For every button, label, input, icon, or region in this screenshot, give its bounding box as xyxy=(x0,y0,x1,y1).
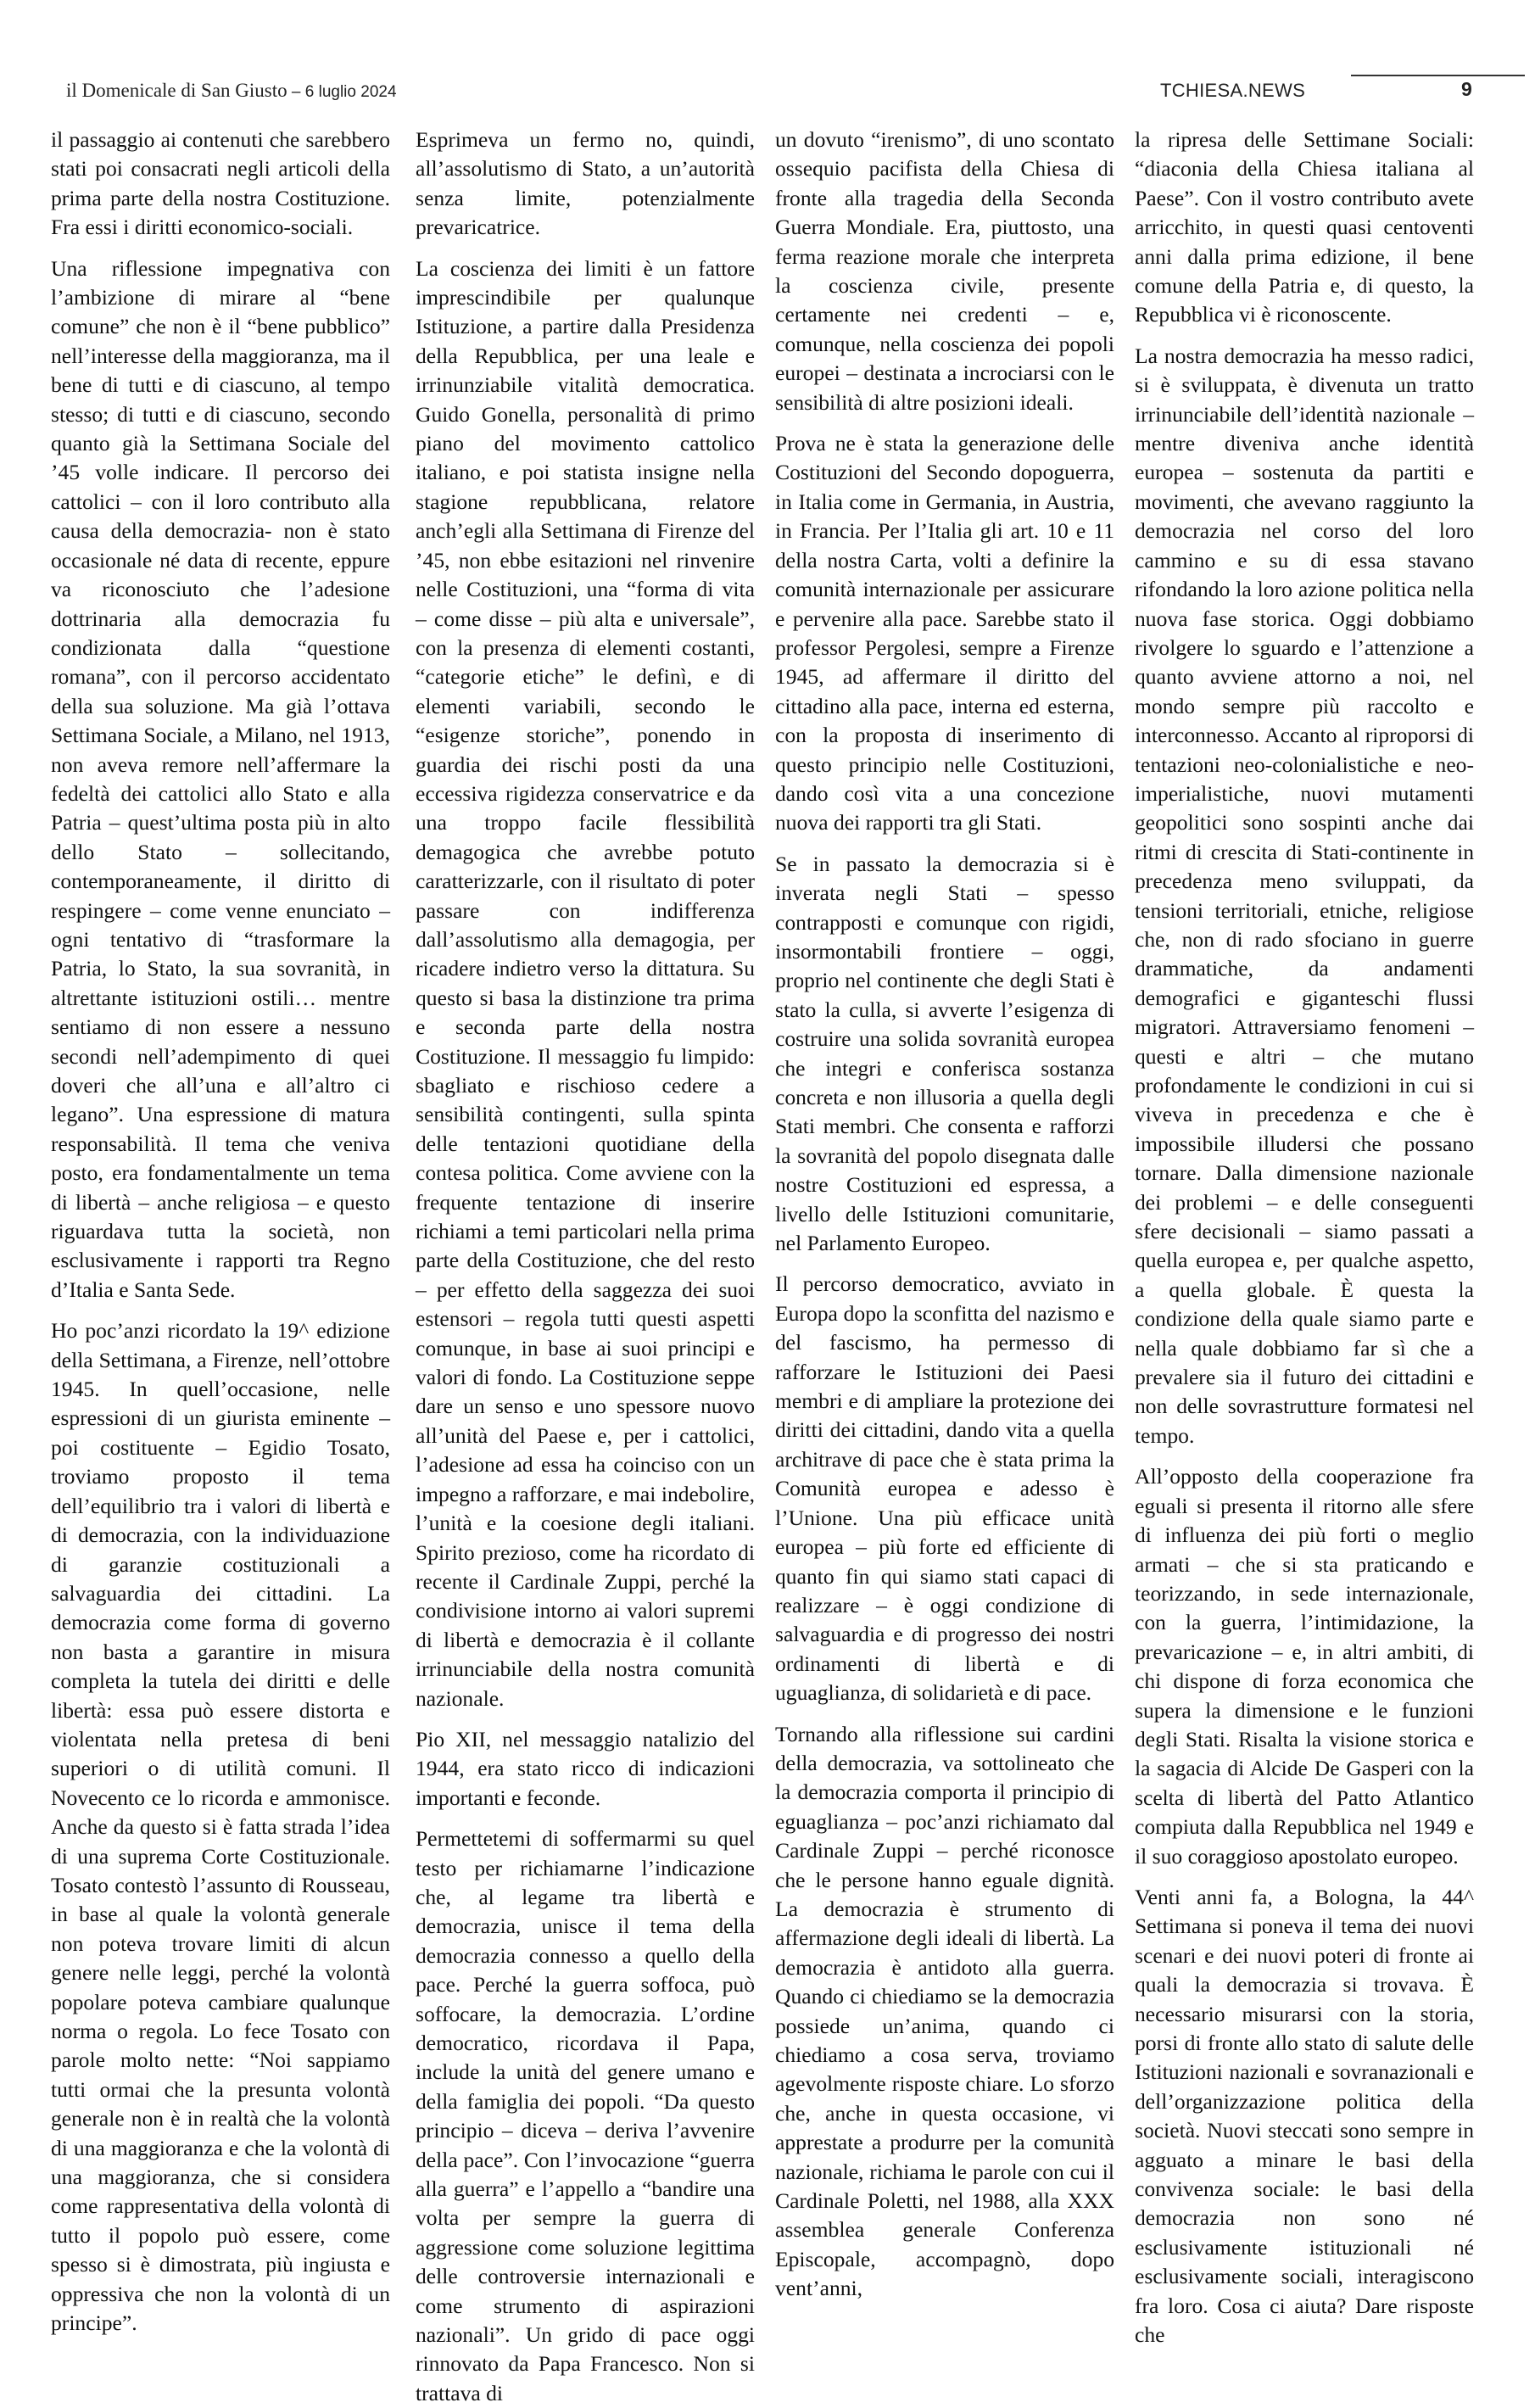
article-column-2 xyxy=(416,126,755,2405)
publication-name: il Domenicale di San Giusto xyxy=(66,80,287,101)
paragraph: La nostra democrazia ha messo radici, si è sviluppata, è divenuta un tratto irrinunciabile dell’identità nazionale – mentre diveniva anche identità europea – sostenuta da partiti e movimenti, che avevano raggiunto la democrazia nel corso del loro cammino e su di essa stavano rifondando la loro azione politica nella nuova fase storica. Oggi dobbiamo rivolgere lo sguardo e l’attenzione a quanto avviene attorno a noi, nel mondo sempre più raccolto e interconnesso. Accanto al riproporsi di tentazioni neo-colonialistiche e neo-imperialistiche, nuovi mutamenti geopolitici sono sospinti anche dai ritmi di crescita di Stati-continente in precedenza meno sviluppati, da tensioni territoriali, etniche, religiose che, non di rado sfociano in guerre drammatiche, da andamenti demografici e giganteschi flussi migratori. Attraversiamo fenomeni – questi e altri – che mutano profondamente le condizioni in cui si viveva in precedenza e che è impossibile illudersi che possano tornare. Dalla dimensione nazionale dei problemi – e delle conseguenti sfere decisionali – siamo passati a quella europea e, per qualche aspetto, a quella globale. È questa la condizione della quale siamo parte e nella quale dobbiamo far sì che a prevalere sia il futuro dei cittadini e non delle sovrastrutture formatesi nel tempo. xyxy=(1135,343,1474,1448)
header-rule xyxy=(1351,75,1525,76)
paragraph: Esprimeva un fermo no, quindi, all’assolutismo di Stato, a un’autorità senza limite, potenzialmente prevaricatrice. xyxy=(416,127,755,240)
paragraph: Permettetemi di soffermarmi su quel testo per richiamarne l’indicazione che, al legame tra libertà e democrazia, unisce il tema della democrazia connesso a quello della pace. Perché la guerra soffoca, può soffocare, la democrazia. L’ordine democratico, ricordava il Papa, include la unità del genere umano e della famiglia dei popoli. “Da questo principio – diceva – deriva l’avvenire della pace”. Con l’invocazione “guerra alla guerra” e l’appello a “bandire una volta per sempre la guerra di aggressione come soluzione legittima delle controversie internazionali e come strumento di aspirazioni nazionali”. Un grido di pace oggi rinnovato da Papa Francesco. Non si trattava di xyxy=(416,1826,755,2405)
article-column-4 xyxy=(1135,126,1474,2348)
article-column-3 xyxy=(775,126,1114,2301)
paragraph: Prova ne è stata la generazione delle Costituzioni del Secondo dopoguerra, in Italia come in Germania, in Austria, in Francia. Per l’Italia gli art. 10 e 11 della nostra Carta, volti a definire la comunità internazionale per assicurare e pervenire alla pace. Sarebbe stato il professor Pergolesi, sempre a Firenze 1945, ad affermare il diritto del cittadino alla pace, interna ed esterna, con la proposta di inserimento di questo principio nelle Costituzioni, dando così vita a una concezione nuova dei rapporti tra gli Stati. xyxy=(775,431,1114,835)
site-name: TCHIESA.NEWS xyxy=(1160,80,1306,101)
paragraph: All’opposto della cooperazione fra eguali si presenta il ritorno alle sfere di influenza dei più forti o meglio armati – che si sta praticando e teorizzando, in sede internazionale, con la guerra, l’intimidazione, la prevaricazione – e, in altri ambiti, di chi dispone di forza economica che supera la dimensione e le funzioni degli Stati. Risalta la visione storica e la sagacia di Alcide De Gasperi con la scelta di libertà del Patto Atlantico compiuta dalla Repubblica nel 1949 e il suo coraggioso apostolato europeo. xyxy=(1135,1464,1474,1869)
paragraph: la ripresa delle Settimane Sociali: “diaconia della Chiesa italiana al Paese”. Con il vostro contributo avete arricchito, in questi quasi centoventi anni dalla prima edizione, il bene comune della Patria e, di questo, la Repubblica vi è riconoscente. xyxy=(1135,127,1474,327)
paragraph: il passaggio ai contenuti che sarebbero stati poi consacrati negli articoli della prima parte della nostra Costituzione. Fra essi i diritti economico-sociali. xyxy=(51,127,390,240)
paragraph: Pio XII, nel messaggio natalizio del 1944, era stato ricco di indicazioni importanti e feconde. xyxy=(416,1726,755,1810)
paragraph: Ho poc’anzi ricordato la 19^ edizione della Settimana, a Firenze, nell’ottobre 1945. In quell’occasione, nelle espressioni di un giurista eminente – poi costituente – Egidio Tosato, troviamo proposto il tema dell’equilibrio tra i valori di libertà e di democrazia, con la individuazione di garanzie costituzionali a salvaguardia dei cittadini. La democrazia come forma di governo non basta a garantire in misura completa la tutela dei diritti e delle libertà: essa può essere distorta e violentata nella pretesa di beni superiori o di utilità comuni. Il Novecento ce lo ricorda e ammonisce. Anche da questo si è fatta strada l’idea di una suprema Corte Costituzionale. Tosato contestò l’assunto di Rousseau, in base al quale la volontà generale non poteva trovare limiti di alcun genere nelle leggi, perché la volontà popolare poteva cambiare qualunque norma o regola. Lo fece Tosato con parole molto nette: “Noi sappiamo tutti ormai che la presunta volontà generale non è in realtà che la volontà di una maggioranza e che la volontà di una maggioranza, che si considera come rappresentativa della volontà di tutto il popolo può essere, come spesso si è dimostrata, più ingiusta e oppressiva che non la volontà di un principe”. xyxy=(51,1318,390,2336)
paragraph: Una riflessione impegnativa con l’ambizione di mirare al “bene comune” che non è il “bene pubblico” nell’interesse della maggioranza, ma il bene di tutti e di ciascuno, al tempo stesso; di tutti e di ciascuno, secondo quanto già la Settimana Sociale del ’45 volle indicare. Il percorso dei cattolici – con il loro contributo alla causa della democrazia- non è stato occasionale né data di recente, eppure va riconosciuto che l’adesione dottrinaria alla democrazia fu condizionata dalla “questione romana”, con il percorso accidentato della sua soluzione. Ma già l’ottava Settimana Sociale, a Milano, nel 1913, non aveva remore nell’affermare la fedeltà dei cattolici allo Stato e alla Patria – quest’ultima posta più in alto dello Stato – sollecitando, contemporaneamente, il diritto di respingere – come venne enunciato – ogni tentativo di “trasformare la Patria, lo Stato, la sua sovranità, in altrettante istituzioni ostili… mentre sentiamo di non essere a nessuno secondi nell’adempimento di quei doveri che all’una e all’altro ci legano”. Una espressione di matura responsabilità. Il tema che veniva posto, era fondamentalmente un tema di libertà – anche religiosa – e questo riguardava tutta la società, non esclusivamente i rapporti tra Regno d’Italia e Santa Sede. xyxy=(51,255,390,1302)
paragraph: Se in passato la democrazia si è inverata negli Stati – spesso contrapposti e comunque con rigidi, insormontabili frontiere – oggi, proprio nel continente che degli Stati è stato la culla, si avverte l’esigenza di costruire una solida sovranità europea che integri e conferisca sostanza concreta e non illusoria a quella degli Stati membri. Che consenta e rafforzi la sovranità del popolo disegnata dalle nostre Costituzioni ed espressa, a livello delle Istituzioni comunitarie, nel Parlamento Europeo. xyxy=(775,851,1114,1256)
masthead xyxy=(66,80,397,102)
paragraph: un dovuto “irenismo”, di uno scontato ossequio pacifista della Chiesa di fronte alla tragedia della Seconda Guerra Mondiale. Era, piuttosto, una ferma reazione morale che interpreta la coscienza civile, presente certamente nei credenti – e, comunque, nella coscienza dei popoli europei – destinata a incrociarsi con le sensibilità di altre posizioni ideali. xyxy=(775,127,1114,415)
page-number: 9 xyxy=(1461,78,1472,100)
paragraph: Venti anni fa, a Bologna, la 44^ Settimana si poneva il tema dei nuovi scenari e dei nuovi poteri di fronte ai quali la democrazia si trovava. È necessario misurarsi con la storia, porsi di fronte allo stato di salute delle Istituzioni nazionali e sovranazionali e dell’organizzazione politica della società. Nuovi steccati sono sempre in agguato a minare le basi della convivenza sociale: le basi della democrazia non sono né esclusivamente istituzionali né esclusivamente sociali, interagiscono fra loro. Cosa ci aiuta? Dare risposte che xyxy=(1135,1884,1474,2348)
paragraph: La coscienza dei limiti è un fattore imprescindibile per qualunque Istituzione, a partire dalla Presidenza della Repubblica, per una leale e irrinunziabile vitalità democratica. Guido Gonella, personalità di primo piano del movimento cattolico italiano, e poi statista insigne nella stagione repubblicana, relatore anch’egli alla Settimana di Firenze del ’45, non ebbe esitazioni nel rinvenire nelle Costituzioni, una “forma di vita – come disse – più alta e universale”, con la presenza di elementi costanti, “categorie etiche” le definì, e di elementi variabili, secondo le “esigenze storiche”, ponendo in guardia dei rischi posti da una eccessiva rigidezza conservatrice e da una troppo facile flessibilità demagogica che avrebbe potuto caratterizzarle, con il risultato di poter passare con indifferenza dall’assolutismo alla demagogia, per ricadere indietro verso la dittatura. Su questo si basa la distinzione tra prima e seconda parte della nostra Costituzione. Il messaggio fu limpido: sbagliato e rischioso cedere a sensibilità contingenti, sulla spinta delle tentazioni quotidiane della contesa politica. Come avviene con la frequente tentazione di inserire richiami a temi particolari nella prima parte della Costituzione, che del resto – per effetto della saggezza dei suoi estensori – regola tutti questi aspetti comunque, in base ai suoi principi e valori di fondo. La Costituzione seppe dare un senso e uno spessore nuovo all’unità del Paese e, per i cattolici, l’adesione ad essa ha coinciso con un impegno a rafforzare, e mai indebolire, l’unità e la coesione degli italiani. Spirito prezioso, come ha ricordato di recente il Cardinale Zuppi, perché la condivisione intorno ai valori supremi di libertà e democrazia è il collante irrinunciabile della nostra comunità nazionale. xyxy=(416,255,755,1711)
article-column-1 xyxy=(51,126,390,2336)
paragraph: Il percorso democratico, avviato in Europa dopo la sconfitta del nazismo e del fascismo, ha permesso di rafforzare le Istituzioni dei Paesi membri e di ampliare la protezione dei diritti dei cittadini, dando vita a quella architrave di pace che è stata prima la Comunità europea e adesso è l’Unione. Una più efficace unità europea – più forte ed efficiente di quanto fin qui siamo stati capaci di realizzare – è oggi condizione di salvaguardia e di progresso dei nostri ordinamenti di libertà e di uguaglianza, di solidarietà e di pace. xyxy=(775,1271,1114,1706)
issue-date: – 6 luglio 2024 xyxy=(287,83,397,101)
paragraph: Tornando alla riflessione sui cardini della democrazia, va sottolineato che la democrazia comporta il principio di eguaglianza – poc’anzi richiamato dal Cardinale Zuppi – perché riconosce che le persone hanno eguale dignità. La democrazia è strumento di affermazione degli ideali di libertà. La democrazia è antidoto alla guerra. Quando ci chiediamo se la democrazia possiede un’anima, quando ci chiediamo a cosa serva, troviamo agevolmente risposte chiare. Lo sforzo che, anche in questa occasione, vi apprestate a produrre per la comunità nazionale, richiama le parole con cui il Cardinale Poletti, nel 1988, alla XXX assemblea generale Conferenza Episcopale, accompagnò, dopo vent’anni, xyxy=(775,1721,1114,2301)
page-header xyxy=(66,75,1508,109)
